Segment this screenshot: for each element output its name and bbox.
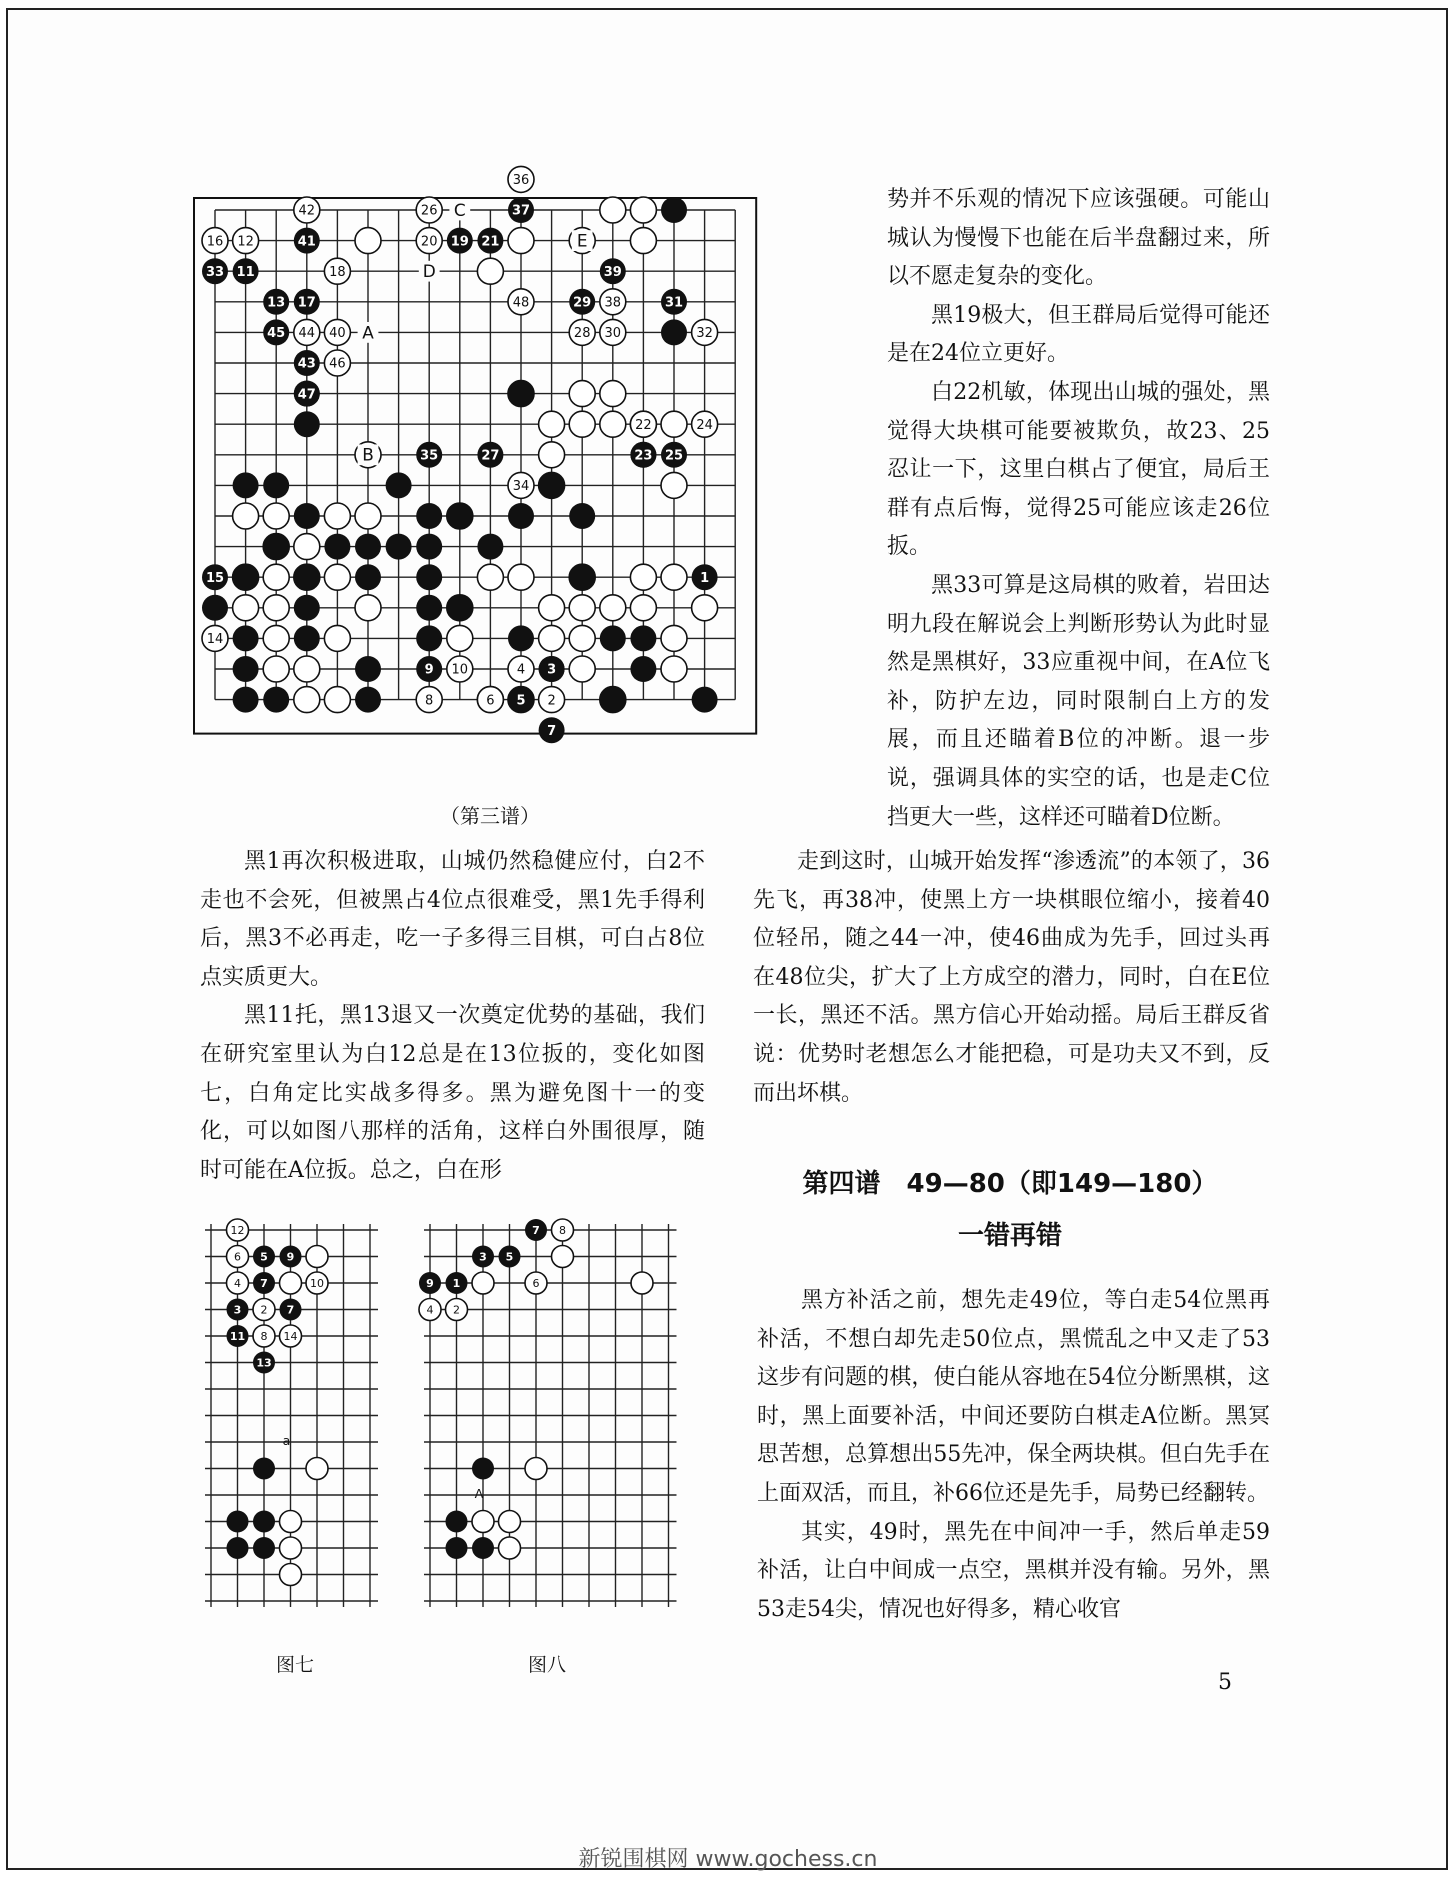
section-subtitle: 一错再错 — [957, 1221, 1062, 1251]
stone-number: 3 — [233, 1303, 242, 1317]
stone-number: 6 — [532, 1276, 540, 1290]
stone-number: 8 — [425, 693, 434, 709]
black-stone — [233, 687, 259, 713]
white-stone — [294, 656, 320, 682]
stone-number: 2 — [547, 693, 556, 709]
stone-number: 10 — [310, 1276, 324, 1290]
stone-number: 18 — [329, 264, 346, 280]
stone-number: 30 — [604, 326, 622, 342]
white-stone — [569, 595, 595, 621]
white-stone — [552, 1246, 574, 1268]
white-stone — [569, 411, 595, 437]
black-stone — [416, 595, 442, 621]
black-stone — [227, 1537, 249, 1559]
stone-number: 9 — [286, 1250, 295, 1264]
white-stone — [263, 625, 289, 651]
white-stone — [525, 1458, 547, 1480]
stone-number: 43 — [297, 356, 316, 372]
black-stone — [630, 625, 656, 651]
black-stone — [355, 564, 381, 590]
black-stone — [253, 1458, 275, 1480]
stone-number: 35 — [420, 448, 439, 464]
stone-number: 38 — [604, 295, 622, 311]
white-stone — [661, 472, 687, 498]
stone-number: 21 — [481, 234, 500, 250]
black-stone — [508, 503, 534, 529]
white-stone — [569, 381, 595, 407]
stone-number: 32 — [696, 326, 713, 342]
figure-7-board — [205, 1222, 395, 1612]
white-stone — [508, 228, 534, 254]
stone-number: 46 — [329, 356, 346, 372]
black-stone — [472, 1537, 494, 1559]
white-stone — [692, 595, 718, 621]
white-stone — [661, 656, 687, 682]
black-stone — [600, 625, 626, 651]
white-stone — [233, 503, 259, 529]
stone-number: 42 — [298, 203, 316, 219]
main-board-caption: （第三谱） — [440, 804, 540, 828]
stone-number: 15 — [205, 570, 225, 586]
black-stone — [263, 472, 289, 498]
black-stone — [600, 687, 626, 713]
stone-number: 26 — [420, 203, 438, 219]
stone-number: 7 — [532, 1223, 540, 1237]
stone-number: 27 — [481, 448, 500, 464]
white-stone — [630, 564, 656, 590]
white-stone — [233, 595, 259, 621]
black-stone — [233, 472, 259, 498]
white-stone — [306, 1246, 328, 1268]
white-stone — [499, 1537, 521, 1559]
stone-number: 16 — [206, 234, 224, 250]
paragraph: 黑33可算是这局棋的败着，岩田达明九段在解说会上判断形势认为此时显然是黑棋好，33应重视中间，在A位飞补，防护左边，同时限制白上方的发展，而且还瞄着B位的冲断。退一步说，强调具体的实空的话，也是走C位挡更大一些，这样还可瞄着D位断。 — [887, 572, 1270, 830]
paragraph: 黑11托，黑13退又一次奠定优势的基础，我们在研究室里认为白12总是在13位扳的，变化如图七，白角定比实战多得多。黑为避免图十一的变化，可以如图八那样的活角，这样白外围很厚，随时可能在A位扳。总之，白在形 — [200, 1003, 705, 1183]
white-stone — [539, 411, 565, 437]
white-stone — [630, 197, 656, 223]
board-letter: A — [362, 322, 374, 343]
white-stone — [294, 687, 320, 713]
black-stone — [446, 1511, 468, 1533]
paragraph: 白22机敏，体现出山城的强处，黑觉得大块棋可能要被欺负，故23、25忍让一下，这里白棋占了便宜，局后王群有点后悔，觉得25可能应该走26位扳。 — [887, 379, 1270, 560]
board-letter: B — [362, 444, 374, 465]
board-mark: A — [474, 1486, 484, 1501]
stone-number: 47 — [297, 387, 316, 403]
paragraph: 势并不乐观的情况下应该强硬。可能山城认为慢慢下也能在后半盘翻过来，所以不愿走复杂的变化。 — [887, 187, 1270, 290]
stone-number: 7 — [260, 1276, 268, 1290]
board-mark: a — [282, 1433, 291, 1448]
stone-number: 12 — [230, 1223, 245, 1237]
stone-number: 3 — [547, 662, 557, 678]
white-stone — [263, 564, 289, 590]
white-stone — [263, 503, 289, 529]
board-letter: C — [453, 199, 466, 220]
white-stone — [600, 381, 626, 407]
white-stone — [280, 1272, 302, 1294]
white-stone — [539, 595, 565, 621]
board-letter: D — [422, 261, 436, 282]
stone-number: 25 — [664, 448, 684, 464]
stone-number: 20 — [420, 234, 438, 250]
white-stone — [539, 442, 565, 468]
white-stone — [447, 625, 473, 651]
stone-number: 2 — [453, 1303, 460, 1317]
stone-number: 24 — [696, 417, 713, 433]
black-stone — [416, 564, 442, 590]
white-stone — [472, 1272, 494, 1294]
paragraph: 其实，49时，黑先在中间冲一手，然后单走59补活，让白中间成一点空，黑棋并没有输。另外，黑53走54尖，情况也好得多，精心收官 — [757, 1519, 1270, 1622]
white-stone — [569, 656, 595, 682]
white-stone — [294, 534, 320, 560]
stone-number: 48 — [512, 295, 530, 311]
black-stone — [355, 656, 381, 682]
black-stone — [630, 656, 656, 682]
stone-number: 13 — [267, 295, 286, 311]
black-stone — [661, 197, 687, 223]
black-stone — [416, 503, 442, 529]
figure-7-label: 图七 — [276, 1654, 315, 1676]
stone-number: 7 — [547, 723, 557, 739]
stone-number: 3 — [479, 1250, 487, 1264]
white-stone — [661, 411, 687, 437]
paragraph: 黑方补活之前，想先走49位，等白走54位黑再补活，不想白却先走50位点，黑慌乱之中又走了53这步有问题的棋，使白能从容地在54位分断黑棋，这时，黑上面要补活，中间还要防白棋走A位断。黑冥思苦想，总算想出55先冲，保全两块棋。但白先手在上面双活，而且，补66位还是先手，局势已经翻转。 — [757, 1288, 1270, 1506]
white-stone — [324, 625, 350, 651]
white-stone — [631, 1272, 653, 1294]
black-stone — [253, 1511, 275, 1533]
stone-number: 36 — [512, 173, 530, 189]
stone-number: 34 — [512, 479, 530, 495]
stone-number: 11 — [229, 1329, 246, 1343]
black-stone — [446, 1537, 468, 1559]
stone-number: 2 — [260, 1303, 268, 1317]
black-stone — [294, 503, 320, 529]
black-stone — [472, 1458, 494, 1480]
stone-number: 45 — [267, 326, 286, 342]
stone-number: 31 — [664, 295, 684, 311]
stone-number: 39 — [603, 264, 622, 280]
stone-number: 9 — [424, 662, 434, 678]
stone-number: 7 — [286, 1303, 295, 1317]
stone-number: 5 — [260, 1250, 268, 1264]
black-stone — [294, 595, 320, 621]
white-stone — [324, 503, 350, 529]
black-stone — [233, 656, 259, 682]
stone-number: 11 — [236, 264, 255, 280]
stone-number: 8 — [559, 1223, 566, 1237]
black-stone — [233, 625, 259, 651]
black-stone — [233, 564, 259, 590]
figure-8-label: 图八 — [528, 1654, 567, 1676]
white-stone — [306, 1458, 328, 1480]
stone-number: 6 — [486, 693, 495, 709]
stone-number: 14 — [206, 632, 224, 648]
stone-number: 5 — [516, 693, 526, 709]
paragraph: 走到这时，山城开始发挥“渗透流”的本领了，36先飞，再38冲，使黑上方一块棋眼位缩小，接着40位轻吊，随之44一冲，使46曲成为先手，回过头再在48位尖，扩大了上方成空的潜力，同时，白在E位一长，黑还不活。黑方信心开始动摇。局后王群反省说：优势时老想怎么才能把稳，可是功夫又不到，反而出坏棋。 — [753, 849, 1270, 1106]
stone-number: 19 — [450, 234, 469, 250]
black-stone — [661, 319, 687, 345]
black-stone — [263, 687, 289, 713]
white-stone — [472, 1511, 494, 1533]
black-stone — [263, 534, 289, 560]
white-stone — [263, 595, 289, 621]
white-stone — [630, 228, 656, 254]
stone-number: 8 — [260, 1329, 268, 1343]
figure-8-board — [420, 1222, 700, 1612]
stone-number: 4 — [426, 1303, 434, 1317]
black-stone — [355, 534, 381, 560]
stone-number: 1 — [700, 570, 710, 586]
black-stone — [692, 687, 718, 713]
main-go-board — [194, 173, 804, 810]
black-stone — [294, 625, 320, 651]
black-stone — [447, 503, 473, 529]
white-stone — [630, 595, 656, 621]
white-stone — [539, 625, 565, 651]
white-stone — [477, 564, 503, 590]
white-stone — [324, 687, 350, 713]
section-title: 第四谱 49—80（即149—180） — [802, 1169, 1218, 1199]
stone-number: 4 — [234, 1276, 241, 1290]
white-stone — [263, 656, 289, 682]
black-stone — [539, 472, 565, 498]
stone-number: 4 — [516, 662, 526, 678]
watermark-footer: 新锐围棋网 www.gochess.cn — [578, 1847, 878, 1872]
white-stone — [355, 503, 381, 529]
white-stone — [324, 564, 350, 590]
white-stone — [661, 625, 687, 651]
white-stone — [661, 564, 687, 590]
stone-number: 33 — [205, 264, 225, 280]
stone-number: 1 — [452, 1276, 461, 1290]
page-number: 5 — [1218, 1670, 1232, 1695]
black-stone — [508, 625, 534, 651]
white-stone — [355, 228, 381, 254]
right-column-top-text — [887, 181, 1270, 837]
white-stone — [508, 564, 534, 590]
paragraph: 黑1再次积极进取，山城仍然稳健应付，白2不走也不会死，但被黑占4位点很难受，黑1先手得利后，黑3不必再走，吃一子多得三目棋，可白占8位点实质更大。 — [200, 849, 705, 990]
black-stone — [253, 1537, 275, 1559]
stone-number: 14 — [283, 1329, 298, 1343]
stone-number: 9 — [426, 1276, 434, 1290]
stone-number: 10 — [451, 662, 469, 678]
white-stone — [355, 595, 381, 621]
black-stone — [294, 564, 320, 590]
stone-number: 44 — [298, 326, 316, 342]
stone-number: 22 — [635, 417, 652, 433]
black-stone — [569, 564, 595, 590]
stone-number: 12 — [237, 234, 254, 250]
black-stone — [324, 534, 350, 560]
black-stone — [447, 595, 473, 621]
stone-number: 28 — [573, 326, 591, 342]
white-stone — [499, 1511, 521, 1533]
left-column-text — [200, 843, 705, 1190]
black-stone — [202, 595, 228, 621]
white-stone — [600, 595, 626, 621]
black-stone — [386, 534, 412, 560]
white-stone — [477, 258, 503, 284]
stone-number: 6 — [234, 1250, 241, 1264]
board-letter: E — [576, 230, 588, 251]
white-stone — [280, 1537, 302, 1559]
stone-number: 23 — [634, 448, 653, 464]
black-stone — [386, 472, 412, 498]
right-column-bottom-text — [757, 1282, 1270, 1629]
stone-number: 13 — [256, 1356, 272, 1370]
white-stone — [569, 625, 595, 651]
white-stone — [600, 411, 626, 437]
black-stone — [294, 411, 320, 437]
black-stone — [227, 1511, 249, 1533]
white-stone — [280, 1564, 302, 1586]
black-stone — [508, 381, 534, 407]
stone-number: 40 — [329, 326, 346, 342]
black-stone — [416, 625, 442, 651]
paragraph: 黑19极大，但王群局后觉得可能还是在24位立更好。 — [887, 302, 1270, 367]
right-column-mid-text — [753, 843, 1270, 1113]
stone-number: 5 — [505, 1250, 514, 1264]
stone-number: 29 — [573, 295, 592, 311]
stone-number: 17 — [297, 295, 316, 311]
black-stone — [416, 534, 442, 560]
black-stone — [355, 687, 381, 713]
white-stone — [600, 197, 626, 223]
black-stone — [569, 503, 595, 529]
white-stone — [280, 1511, 302, 1533]
black-stone — [477, 534, 503, 560]
stone-number: 37 — [511, 203, 531, 219]
stone-number: 41 — [297, 234, 316, 250]
